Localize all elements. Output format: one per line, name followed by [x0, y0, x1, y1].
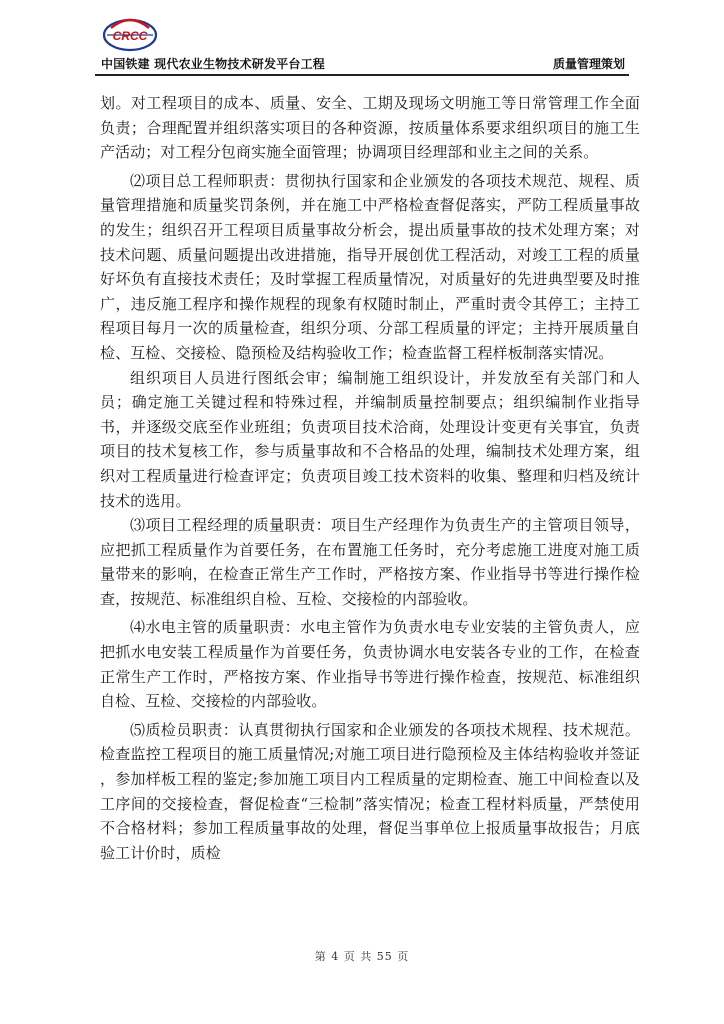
logo-text: CRCC: [112, 29, 148, 43]
section-title: 质量管理策划: [552, 57, 625, 71]
paragraph-chief-engineer: ⑵项目总工程师职责：贯彻执行国家和企业颁发的各项技术规范、规程、质量管理措施和质量奖罚条例，并在施工中严格检查督促落实，严防工程质量事故的发生；组织召开工程项目质量事故分析会，提出质量事故的技术处理方案；对技术问题、质量问题提出改进措施，指导开展创优工程活动，对竣工工程的质量好坏负有直接技术责任；及时掌握工程质量情况，对质量好的先进典型要及时推广，违反施工程序和操作规程的现象有权随时制止，严重时责令其停工；主持工程项目每月一次的质量检查，组织分项、分部工程质量的评定；主持开展质量自检、互检、交接检、隐预检及结构验收工作；检查监督工程样板制落实情况。: [100, 171, 640, 362]
page-header: [95, 14, 629, 72]
header-divider: [95, 74, 629, 76]
paragraph-water-electric: ⑷水电主管的质量职责：水电主管作为负责水电专业安装的主管负责人，应把抓水电安装工程质量作为首要任务，负责协调水电安装各专业的工作，在检查正常生产工作时，严格按方案、作业指导书等进行操作检查，按规范、标准组织自检、互检、交接检的内部验收。: [100, 618, 640, 711]
page-number: 第 4 页 共 55 页: [314, 950, 410, 963]
crcc-logo: [101, 14, 159, 54]
paragraph-production-manager: ⑶项目工程经理的质量职责：项目生产经理作为负责生产的主管项目领导，应把抓工程质量作为首要任务，在布置施工任务时，充分考虑施工进度对施工质量带来的影响，在检查正常生产工作时，严格按方案、作业指导书等进行操作检查，按规范、标准组织自检、互检、交接检的内部验收。: [100, 516, 640, 608]
paragraph-continuation: 划。对工程项目的成本、质量、安全、工期及现场文明施工等日常管理工作全面负责；合理配置并组织落实项目的各种资源，按质量体系要求组织项目的施工生产活动；对工程分包商实施全面管理；协调项目经理部和业主之间的关系。: [100, 94, 640, 162]
paragraph-quality-inspector: ⑸质检员职责：认真贯彻执行国家和企业颁发的各项技术规程、技术规范。检查监控工程项目的施工质量情况;对施工项目进行隐预检及主体结构验收并签证 ，参加样板工程的鉴定;参加施工项目内工程质量的定期检查、施工中间检查以及工序间的交接检查，督促检查“三检制”落实情况；检查工程材料质量，严禁使用不合格材料；参加工程质量事故的处理，督促当事单位上报质量事故报告；月底验工计价时，质检: [100, 720, 640, 862]
paragraph-chief-engineer-duties: 组织项目人员进行图纸会审；编制施工组织设计，并发放至有关部门和人员；确定施工关键过程和特殊过程，并编制质量控制要点；组织编制作业指导书，并逐级交底至作业班组；负责项目技术洽商，处理设计变更有关事宜，负责项目的技术复核工作，参与质量事故和不合格品的处理，编制技术处理方案，组织对工程质量进行检查评定；负责项目竣工技术资料的收集、整理和归档及统计技术的选用。: [100, 368, 640, 510]
document-title: 中国铁建 现代农业生物技术研发平台工程: [101, 57, 325, 71]
body-text: [100, 91, 640, 865]
